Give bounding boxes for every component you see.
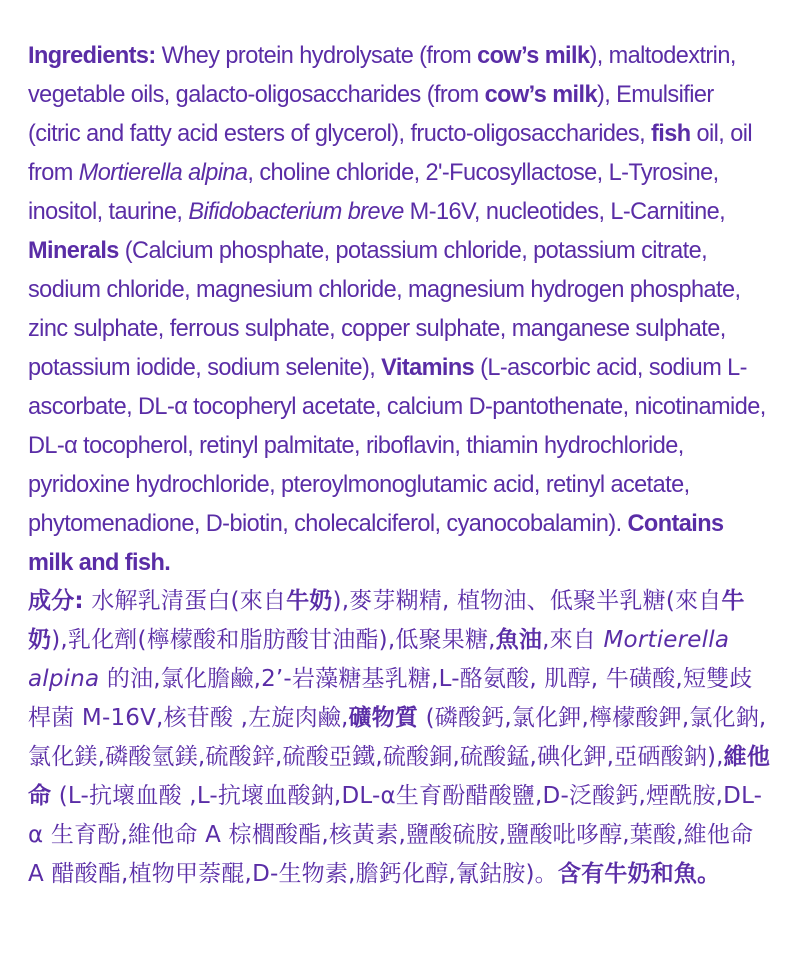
allergen-milk: cow’s milk [477, 42, 590, 69]
text-segment: ),乳化劑(檸檬酸和脂肪酸甘油酯),低聚果糖, [51, 627, 496, 653]
allergen-statement: Contains milk and fish. [28, 510, 724, 576]
minerals-heading: Minerals [28, 237, 119, 264]
text-segment: oil, oil from [28, 120, 753, 186]
ingredients-chinese [28, 582, 772, 894]
text-segment: (Calcium phosphate, potassium chloride, potassium citrate, sodium chloride, magnesium chloride, magnesium hydrogen phosphate, zinc sulphate, ferrous sulphate, copper sulphate, manganese sulphate, potassium iodide, sodium selenite), [28, 237, 741, 381]
text-segment: ,來自 [542, 627, 604, 653]
text-segment: 的油,氯化膽鹼,2’-岩藻糖基乳糖,L-酪氨酸, 肌醇, 牛磺酸,短雙歧桿菌 M-16V,核苷酸 ,左旋肉鹼, [28, 666, 753, 731]
species-name: Mortierella alpina [78, 159, 248, 186]
text-segment: 水解乳清蛋白(來自 [83, 588, 287, 614]
allergen-fish: fish [651, 120, 691, 147]
allergen-milk: cow’s milk [484, 81, 597, 108]
text-segment: ), maltodextrin, vegetable oils, galacto-oligosaccharides (from [28, 42, 736, 108]
vitamins-heading: Vitamins [381, 354, 475, 381]
text-segment: (磷酸鈣,氯化鉀,檸檬酸鉀,氯化鈉, 氯化鎂,磷酸氫鎂,硫酸鋅,硫酸亞鐵,硫酸銅,硫酸錳,碘化鉀,亞硒酸鈉), [28, 705, 767, 770]
allergen-statement-zh: 含有牛奶和魚。 [557, 861, 721, 887]
ingredients-english [28, 36, 771, 582]
ingredients-heading-zh: 成分: [28, 588, 84, 614]
ingredients-heading: Ingredients: [28, 42, 156, 69]
species-name: Bifidobacterium breve [188, 198, 404, 225]
text-segment: M-16V, nucleotides, L-Carnitine, [403, 198, 726, 225]
text-segment: (L-抗壞血酸 ,L-抗壞血酸鈉,DL-α生育酚醋酸鹽,D-泛酸鈣,煙酰胺,DL-α 生育酚,維他命 A 棕櫚酸酯,核黃素,鹽酸硫胺,鹽酸吡哆醇,葉酸,維他命 A 醋酸酯,植物甲萘醌,D-生物素,膽鈣化醇,氰鈷胺)。 [28, 783, 763, 887]
text-segment: , choline chloride, 2'-Fucosyllactose, L-Tyrosine, inositol, taurine, [28, 159, 719, 225]
text-segment: ),麥芽糊精, 植物油、低聚半乳糖(來自 [332, 588, 722, 614]
allergen-milk-zh: 牛奶 [286, 588, 333, 614]
text-segment: ), Emulsifier (citric and fatty acid esters of glycerol), fructo-oligosaccharides, [28, 81, 714, 147]
species-name: Mortierella alpina [28, 627, 730, 692]
text-segment: Whey protein hydrolysate (from [155, 42, 478, 69]
vitamins-heading-zh: 維他命 [28, 744, 771, 809]
allergen-fish-zh: 魚油 [495, 627, 543, 653]
minerals-heading-zh: 礦物質 [348, 705, 419, 731]
text-segment: (L-ascorbic acid, sodium L-ascorbate, DL-α tocopheryl acetate, calcium D-pantothenate, nicotinamide, DL-α tocopherol, retinyl palmitate, riboflavin, thiamin hydrochloride, pyridoxine hydrochloride, pteroylmonoglutamic acid, retinyl acetate, phytomenadione, D-biotin, cholecalciferol, cyanocobalamin). [28, 354, 766, 537]
allergen-milk-zh: 牛奶 [28, 588, 745, 653]
